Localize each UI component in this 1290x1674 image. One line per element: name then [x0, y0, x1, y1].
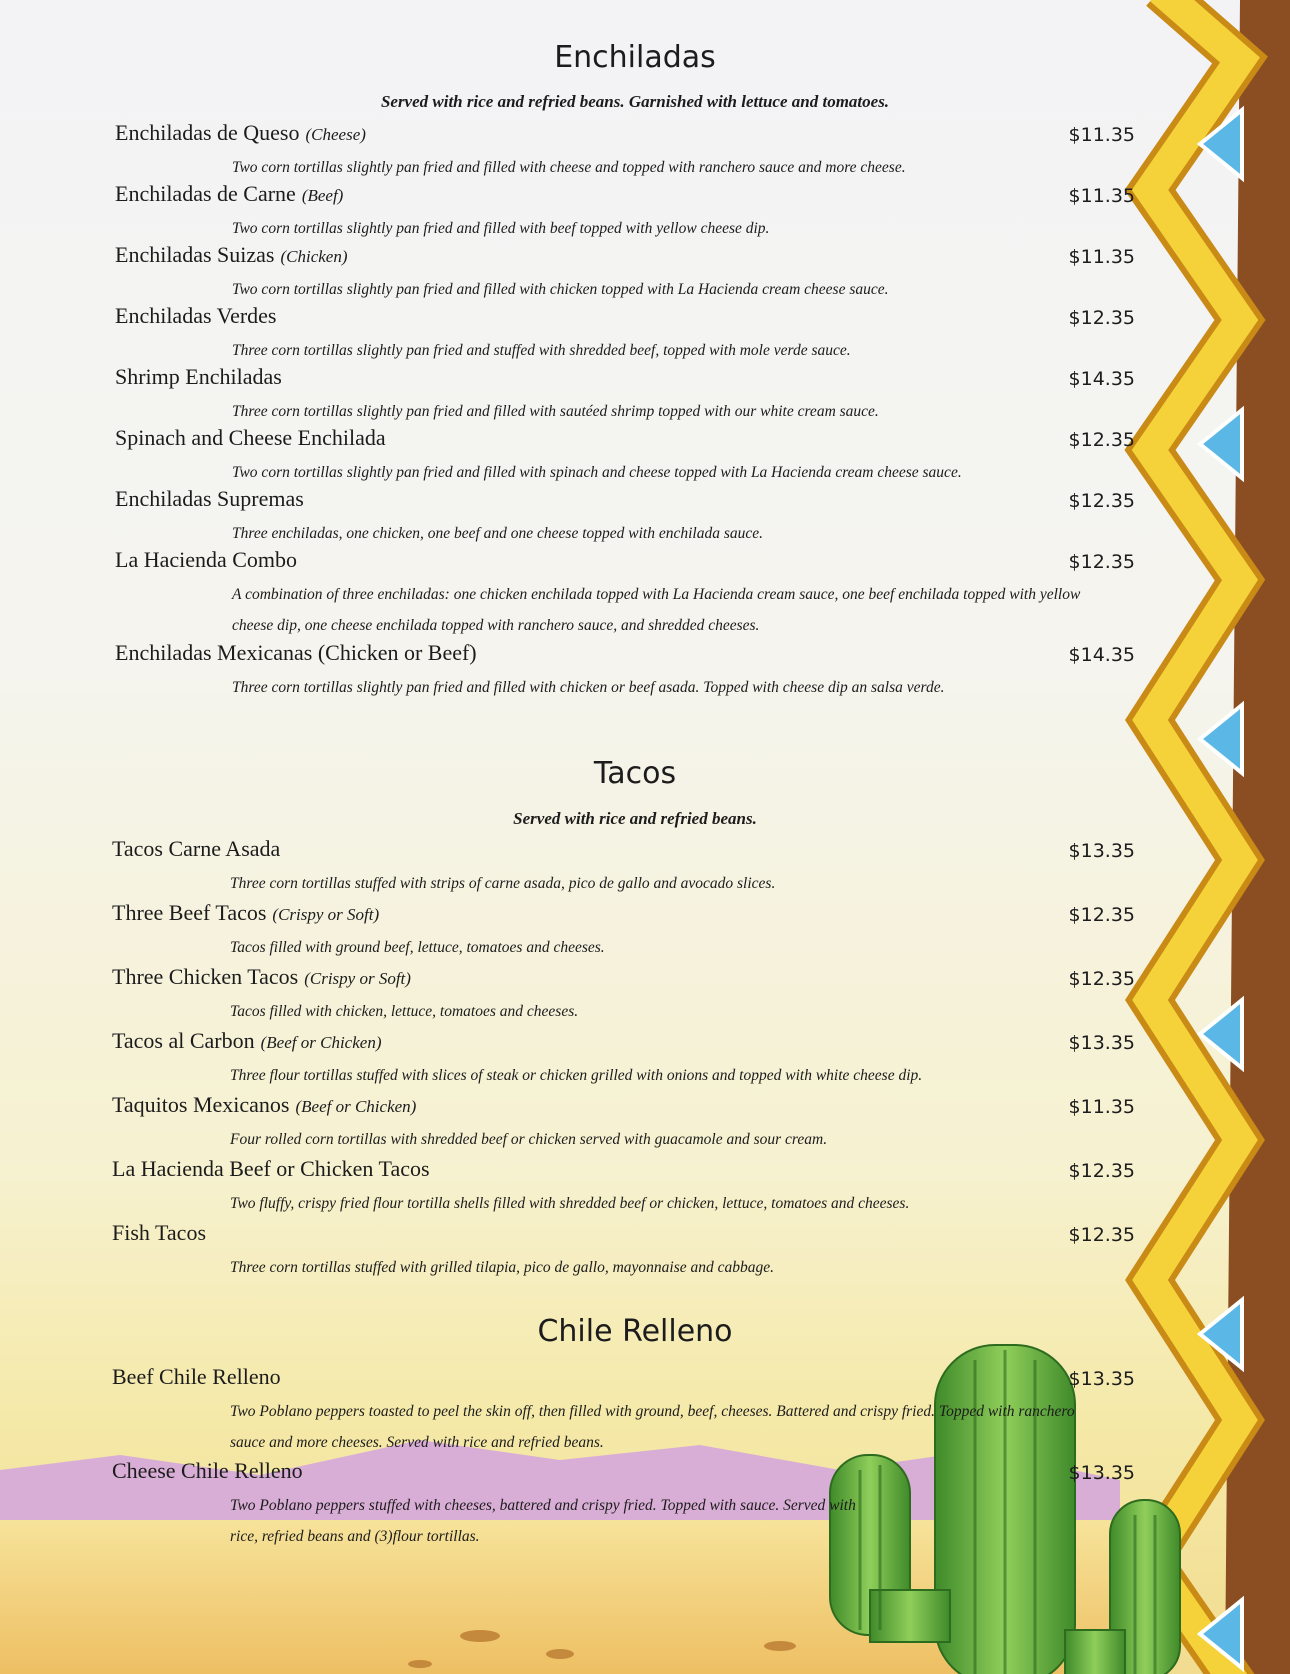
menu-item-description: Three corn tortillas slightly pan fried and stuffed with shredded beef, topped with mole verde sauce. [232, 342, 851, 359]
menu-item-name: Enchiladas Suizas (Chicken) [115, 242, 348, 267]
menu-item-description: Two Poblano peppers toasted to peel the skin off, then filled with ground, beef, cheeses. Battered and crispy fried. Topped with ranchero sauce and more cheeses. Served with rice and refried beans. [230, 1403, 1075, 1451]
menu-item-name: Three Chicken Tacos (Crispy or Soft) [112, 964, 411, 989]
menu-item-description: Tacos filled with ground beef, lettuce, tomatoes and cheeses. [230, 939, 605, 956]
menu-item-name: Beef Chile Relleno [112, 1364, 281, 1389]
section-title-chile-relleno: Chile Relleno [537, 1314, 733, 1349]
menu-item-name: La Hacienda Beef or Chicken Tacos [112, 1156, 430, 1181]
menu-item-description: Two corn tortillas slightly pan fried and filled with beef topped with yellow cheese dip. [232, 220, 770, 237]
menu-item-price: $12.35 [1068, 307, 1135, 329]
menu-item-name: Tacos Carne Asada [112, 836, 281, 861]
menu-item-price: $14.35 [1068, 644, 1135, 666]
menu-item-description: Three corn tortillas stuffed with grilled tilapia, pico de gallo, mayonnaise and cabbage. [230, 1259, 775, 1276]
menu-item-price: $12.35 [1068, 1160, 1135, 1182]
section-note-enchiladas: Served with rice and refried beans. Garnished with lettuce and tomatoes. [380, 92, 890, 111]
menu-item-name: Shrimp Enchiladas [115, 364, 282, 389]
menu-item-name: Three Beef Tacos (Crispy or Soft) [112, 900, 380, 925]
menu-item-description: Tacos filled with chicken, lettuce, tomatoes and cheeses. [230, 1003, 579, 1020]
menu-item-description: Two corn tortillas slightly pan fried and filled with spinach and cheese topped with La Hacienda cream cheese sauce. [232, 464, 962, 481]
menu-item-price: $12.35 [1068, 429, 1135, 451]
menu-item-price: $13.35 [1068, 1032, 1135, 1054]
menu-item-description: Four rolled corn tortillas with shredded beef or chicken served with guacamole and sour cream. [230, 1131, 828, 1148]
menu-item-description: Three enchiladas, one chicken, one beef and one cheese topped with enchilada sauce. [232, 525, 763, 542]
menu-item-price: $13.35 [1068, 1462, 1135, 1484]
menu-item-price: $14.35 [1068, 368, 1135, 390]
menu-item-description: Two corn tortillas slightly pan fried and filled with cheese and topped with ranchero sauce and more cheese. [232, 159, 906, 176]
menu-item-description: Two Poblano peppers stuffed with cheeses, battered and crispy fried. Topped with sauce. Served with rice, refried beans and (3)flour tortillas. [230, 1497, 856, 1545]
section-title-enchiladas: Enchiladas [554, 40, 716, 75]
menu-item-name: Enchiladas Verdes [115, 303, 277, 328]
menu-item-description: Three corn tortillas slightly pan fried and filled with sautéed shrimp topped with our white cream sauce. [232, 403, 879, 420]
menu-item-description: Three corn tortillas stuffed with strips of carne asada, pico de gallo and avocado slices. [230, 875, 776, 892]
menu-item-price: $12.35 [1068, 490, 1135, 512]
menu-item-price: $13.35 [1068, 840, 1135, 862]
menu-item-price: $12.35 [1068, 1224, 1135, 1246]
menu-item-description: Two fluffy, crispy fried flour tortilla shells filled with shredded beef or chicken, lettuce, tomatoes and cheeses. [230, 1195, 910, 1212]
menu-item-name: Tacos al Carbon (Beef or Chicken) [112, 1028, 382, 1053]
menu-item-price: $11.35 [1068, 1096, 1135, 1118]
menu-item-name: La Hacienda Combo [115, 547, 298, 572]
menu-item-description: Two corn tortillas slightly pan fried and filled with chicken topped with La Hacienda cream cheese sauce. [232, 281, 889, 298]
menu-item-name: Spinach and Cheese Enchilada [115, 425, 386, 450]
menu-item-name: Cheese Chile Relleno [112, 1458, 303, 1483]
menu-item-price: $11.35 [1068, 246, 1135, 268]
menu-item-name: Enchiladas de Carne (Beef) [115, 181, 344, 206]
menu-item-description: Three corn tortillas slightly pan fried and filled with chicken or beef asada. Topped with cheese dip an salsa verde. [232, 679, 945, 696]
menu-item-price: $11.35 [1068, 124, 1135, 146]
menu-item-name: Enchiladas de Queso (Cheese) [115, 120, 366, 145]
section-note-tacos: Served with rice and refried beans. [513, 809, 757, 828]
section-title-tacos: Tacos [593, 756, 677, 791]
menu-item-name: Enchiladas Mexicanas (Chicken or Beef) [115, 640, 477, 665]
menu-item-description: Three flour tortillas stuffed with slices of steak or chicken grilled with onions and topped with white cheese dip. [230, 1067, 923, 1084]
menu-item-name: Fish Tacos [112, 1220, 207, 1245]
menu-item-price: $13.35 [1068, 1368, 1135, 1390]
menu-item-price: $12.35 [1068, 904, 1135, 926]
menu-item-price: $12.35 [1068, 551, 1135, 573]
menu-item-description: A combination of three enchiladas: one chicken enchilada topped with La Hacienda cream sauce, one beef enchilada topped with yellow cheese dip, one cheese enchilada topped with ranchero sauce, and shredded cheeses. [232, 586, 1081, 634]
menu-item-name: Enchiladas Supremas [115, 486, 304, 511]
menu-item-price: $11.35 [1068, 185, 1135, 207]
menu-item-price: $12.35 [1068, 968, 1135, 990]
menu-item-name: Taquitos Mexicanos (Beef or Chicken) [112, 1092, 417, 1117]
